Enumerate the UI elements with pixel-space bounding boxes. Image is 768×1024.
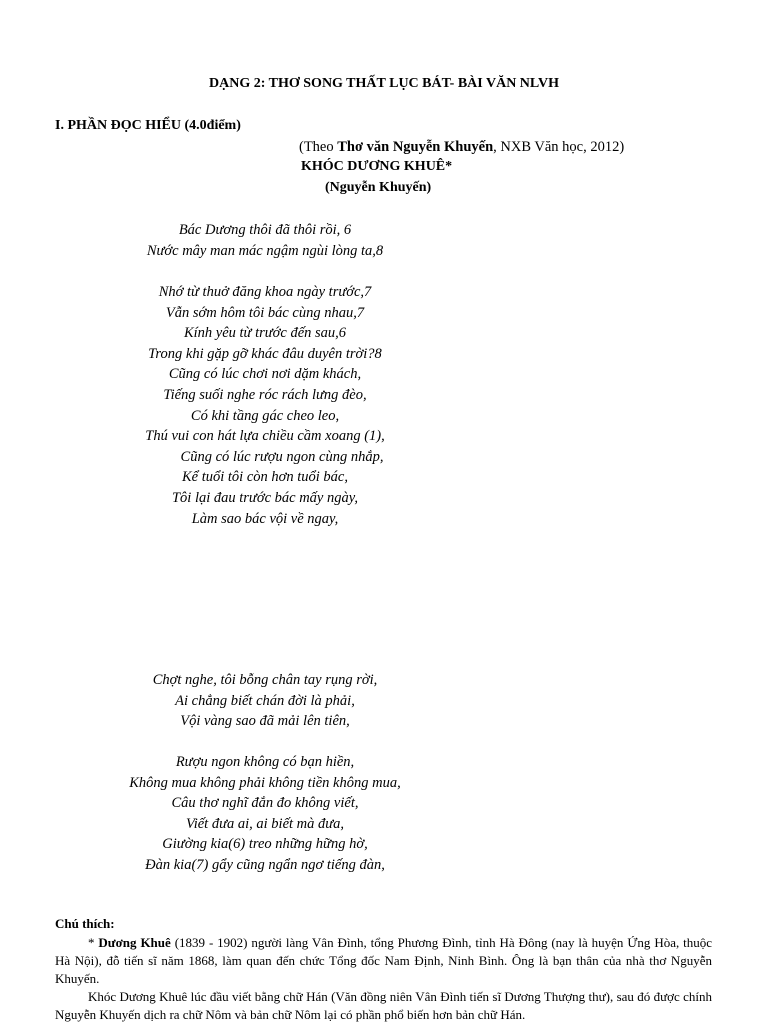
source-prefix: (Theo [299,139,338,155]
poem-line: Trong khi gặp gỡ khác đâu duyên trời?8 [148,345,382,362]
poem-line: Đàn kia(7) gẩy cũng ngẩn ngơ tiếng đàn, [145,856,385,873]
document-title: DẠNG 2: THƠ SONG THẤT LỤC BÁT- BÀI VĂN NLVH [209,76,559,91]
note1-text: (1839 - 1902) người làng Vân Đình, tổng Phương Đình, tỉnh Hà Đông (nay là huyện Ứng Hòa, thuộc Hà Nội), đỗ tiến sĩ năm 1868, làm quan đến chức Tổng đốc Nam Định, Ninh Bình. Ông là bạn thân của nhà thơ Nguyễn Khuyến. [55,935,713,986]
poem-line: Giường kia(6) treo những hững hờ, [162,836,368,853]
poem-line: Kể tuổi tôi còn hơn tuổi bác, [181,469,348,486]
poem-stanza-4 [0,752,530,876]
source-book: Thơ văn Nguyễn Khuyến [337,139,494,155]
note1-name: Dương Khuê [98,935,171,950]
poem-line: Cũng có lúc chơi nơi dặm khách, [168,366,362,383]
source-citation [299,139,624,156]
poem-line: Cũng có lúc rượu ngon cùng nhắp, [180,448,384,465]
poem-line: Vẫn sớm hôm tôi bác cùng nhau,7 [165,304,365,321]
source-suffix: , NXB Văn học, 2012) [493,139,625,155]
poem-line: Làm sao bác vội về ngay, [191,510,339,527]
poem-line: Rượu ngon không có bạn hiền, [175,754,355,770]
note-poem-origin: Khóc Dương Khuê lúc đầu viết bằng chữ Hán (Văn đồng niên Vân Đình tiến sĩ Dương Thượng thư), sau đó được chính Nguyễn Khuyến dịch ra chữ Nôm và bản chữ Nôm lại có phần phổ biến hơn bản chữ Hán. [55,989,712,1022]
poem-stanza-1 [0,220,530,261]
poem-line: Chợt nghe, tôi bỗng chân tay rụng rời, [152,672,378,688]
poem-line: Có khi tầng gác cheo leo, [190,407,340,424]
poem-line: Câu thơ nghĩ đắn đo không viết, [171,795,359,812]
note1-prefix: * [88,935,99,950]
poem-line: Tôi lại đau trước bác mấy ngày, [171,489,358,506]
poem-line: Tiếng suối nghe róc rách lưng đèo, [163,386,367,403]
poem-author: (Nguyễn Khuyến) [325,180,432,195]
poem-line: Thú vui con hát lựa chiều cầm xoang (1), [145,428,385,445]
poem-line: Nhớ từ thuở đăng khoa ngày trước,7 [158,284,372,300]
note-dương-khuê [55,934,712,988]
poem-line: Nước mây man mác ngậm ngùi lòng ta,8 [146,242,384,259]
poem-line: Kính yêu từ trước đến sau,6 [183,325,347,342]
poem-line: Vội vàng sao đã mải lên tiên, [180,713,350,730]
poem-line: Không mua không phải không tiền không mua, [129,774,401,791]
poem-stanza-2 [0,282,530,529]
poem-line: Ai chẳng biết chán đời là phải, [175,692,355,709]
poem-line: Bác Dương thôi đã thôi rồi, 6 [178,222,352,238]
poem-stanza-3 [0,670,530,732]
section-heading: I. PHẦN ĐỌC HIỂU (4.0điểm) [55,118,241,133]
notes-heading: Chú thích: [55,916,115,931]
poem-title: KHÓC DƯƠNG KHUÊ* [301,159,453,174]
poem-line: Viết đưa ai, ai biết mà đưa, [185,815,345,832]
